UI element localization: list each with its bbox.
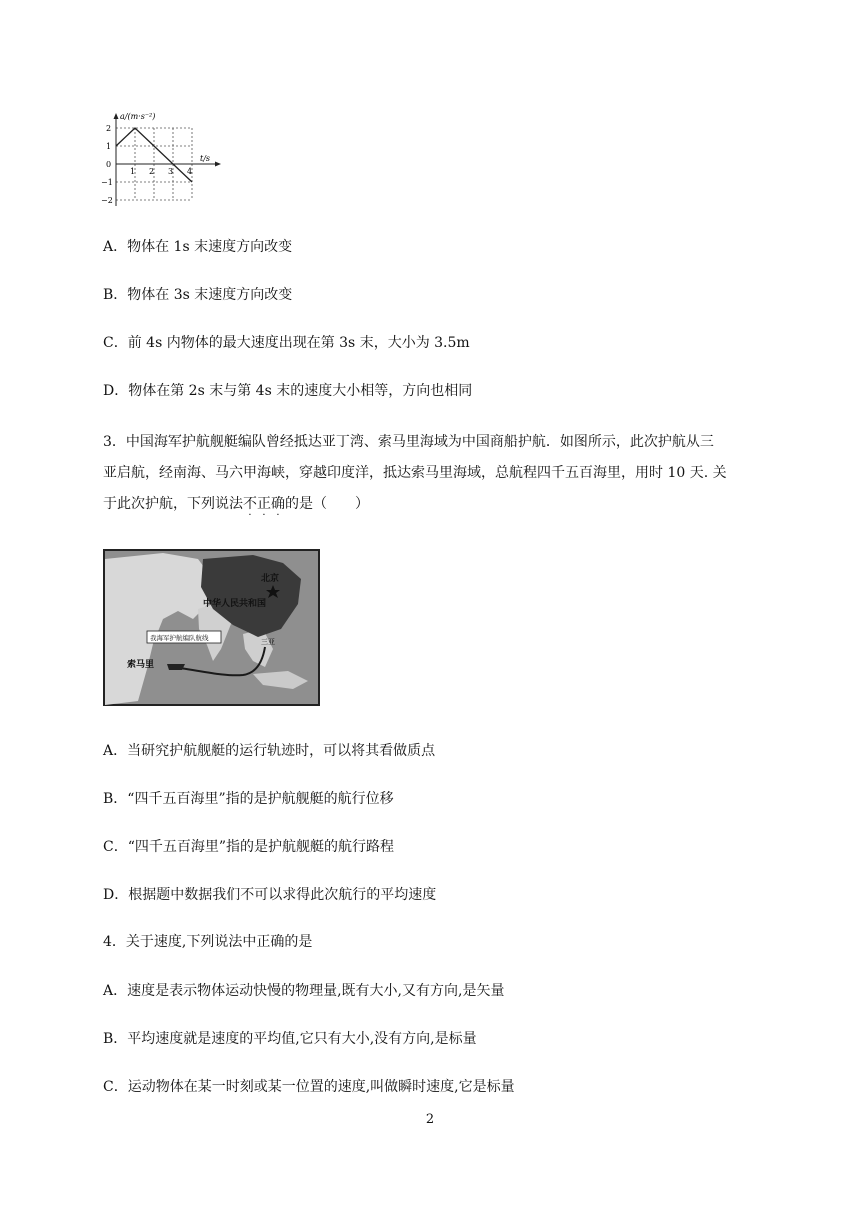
q4-stem: 4．关于速度,下列说法中正确的是 xyxy=(103,934,313,950)
q3-stem xyxy=(103,427,763,520)
q4-option-a: A．速度是表示物体运动快慢的物理量,既有大小,又有方向,是矢量 xyxy=(103,983,505,999)
y-tick-0: 0 xyxy=(106,160,112,169)
y-tick-neg2: −2 xyxy=(101,196,113,205)
q3-option-c: C．“四千五百海里”指的是护航舰艇的航行路程 xyxy=(103,839,395,855)
map-label-china: 中华人民共和国 xyxy=(203,599,267,609)
emphasis-dot: · xyxy=(248,510,252,521)
x-tick-4: 4 xyxy=(187,167,193,176)
map-label-somalia: 索马里 xyxy=(127,660,155,670)
q3-stem-line-3-pre: 于此次护航，下列说法 xyxy=(103,496,243,512)
q3-option-a: A．当研究护航舰艇的运行轨迹时，可以将其看做质点 xyxy=(103,743,436,759)
q3-option-b: B．“四千五百海里”指的是护航舰艇的航行位移 xyxy=(103,791,394,807)
q2-option-a: A．物体在 1s 末速度方向改变 xyxy=(103,239,293,255)
q3-stem-line-1: 3．中国海军护航舰艇编队曾经抵达亚丁湾、索马里海域为中国商船护航．如图所示，此次护航从三 xyxy=(103,434,714,450)
q3-stem-line-3-post: 的是（ ） xyxy=(285,496,369,512)
q3-option-d: D．根据题中数据我们不可以求得此次航行的平均速度 xyxy=(103,887,437,903)
q3-emphasis-char-3: 确 · xyxy=(271,496,285,521)
map-label-sanya: 三亚 xyxy=(261,638,275,646)
q3-emphasis-char-2: 正 · xyxy=(257,496,271,521)
x-axis-label: t/s xyxy=(200,154,211,163)
q4-option-b: B．平均速度就是速度的平均值,它只有大小,没有方向,是标量 xyxy=(103,1031,477,1047)
emphasis-dot: · xyxy=(262,510,266,521)
q4-option-c: C．运动物体在某一时刻或某一位置的速度,叫做瞬时速度,它是标量 xyxy=(103,1079,515,1095)
emphasis-dot: · xyxy=(276,510,280,521)
x-tick-3: 3 xyxy=(168,167,174,176)
q3-emphasis-char-1: 不 · xyxy=(243,496,257,521)
x-axis-arrow xyxy=(215,162,221,167)
escort-route-map xyxy=(103,549,320,706)
q2-option-b: B．物体在 3s 末速度方向改变 xyxy=(103,287,293,303)
y-axis-arrow xyxy=(114,113,119,119)
q2-option-c: C．前 4s 内物体的最大速度出现在第 3s 末，大小为 3.5m xyxy=(103,335,470,351)
q3-stem-line-2: 亚启航，经南海、马六甲海峡，穿越印度洋，抵达索马里海域，总航程四千五百海里，用时 10 天. 关 xyxy=(103,465,727,481)
y-axis-label: a/(m·s⁻²) xyxy=(120,112,156,121)
map-label-beijing: 北京 xyxy=(261,574,280,584)
y-tick-2: 2 xyxy=(106,124,112,133)
acceleration-time-graph xyxy=(98,110,228,212)
x-tick-2: 2 xyxy=(149,167,155,176)
q2-option-d: D．物体在第 2s 末与第 4s 末的速度大小相等，方向也相同 xyxy=(103,383,473,399)
y-tick-1: 1 xyxy=(106,142,112,151)
q3-stem-line-3 xyxy=(103,489,763,520)
map-label-route: 我海军护航编队航线 xyxy=(150,634,209,642)
page-number: 2 xyxy=(425,1112,435,1127)
ship-icon xyxy=(167,664,185,670)
x-tick-1: 1 xyxy=(130,167,136,176)
y-tick-neg1: −1 xyxy=(101,178,113,187)
